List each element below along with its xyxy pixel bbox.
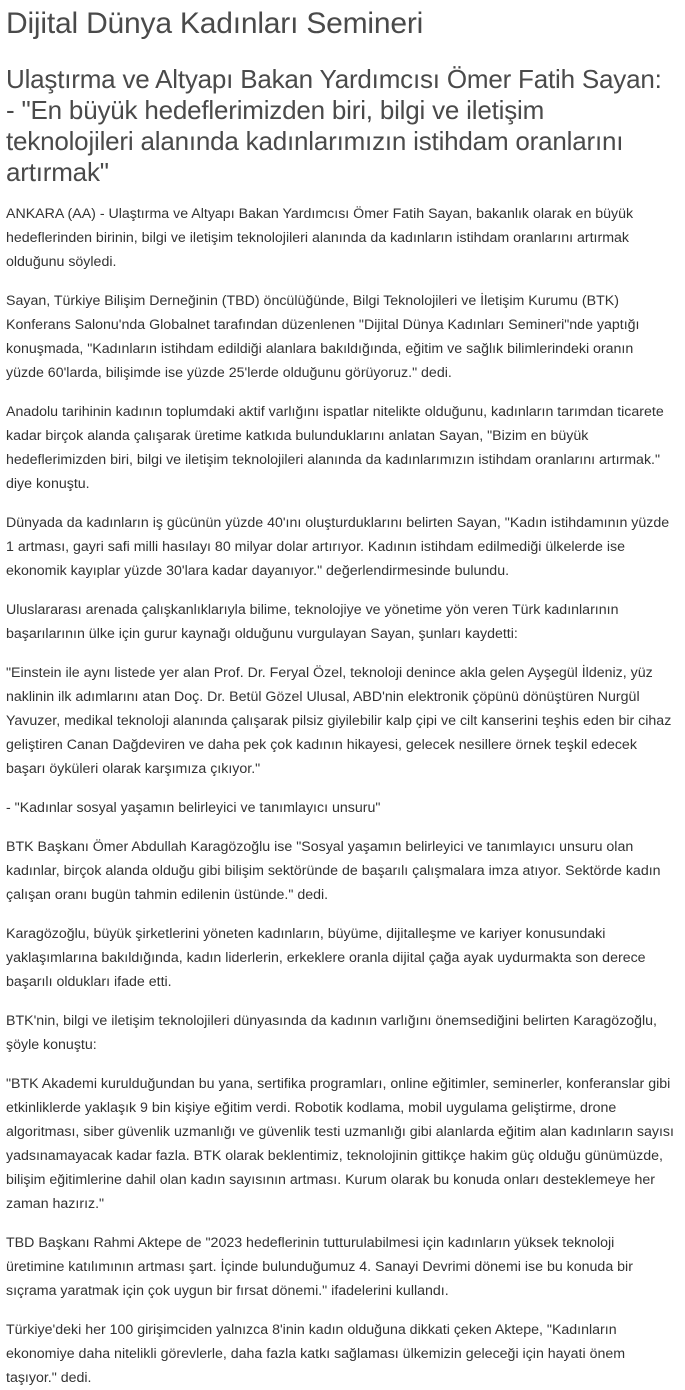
- paragraph: Sayan, Türkiye Bilişim Derneğinin (TBD) öncülüğünde, Bilgi Teknolojileri ve İletişim Kurumu (BTK) Konferans Salonu'nda Globalnet tarafından düzenlenen "Dijital Dünya Kadınları Semineri"nde yaptığı konuşmada, "Kadınların istihdam edildiği alanlara bakıldığında, eğitim ve sağlık bilimlerindeki oranın yüzde 60'larda, bilişimde ise yüzde 25'lerde olduğunu görüyoruz." dedi.: [6, 293, 640, 381]
- quote-paragraph: "Einstein ile aynı listede yer alan Prof. Dr. Feryal Özel, teknoloji denince akla gelen Ayşegül İldeniz, yüz naklinin ilk adımlarını atan Doç. Dr. Betül Gözel Ulusal, ABD'nin elektronik çöpünü dönüştüren Nurgül Yavuzer, medikal teknoloji alanında çalışarak pilsiz giyilebilir kalp çipi ve cilt kanserini teşhis eden bir cihaz geliştiren Canan Dağdeviren ve daha pek çok kadının hikayesi, gelecek nesillere örnek teşkil edecek başarı öyküleri olarak karşımıza çıkıyor.": [6, 665, 672, 777]
- paragraph: TBD Başkanı Rahmi Aktepe de "2023 hedeflerinin tutturulabilmesi için kadınların yüksek teknoloji üretimine katılımının artması şart. İçinde bulunduğumuz 4. Sanayi Devrimi dönemi ise bu konuda bir sıçrama yaratmak için çok uygun bir fırsat dönemi." ifadelerini kullandı.: [6, 1235, 633, 1299]
- paragraph: Uluslararası arenada çalışkanlıklarıyla bilime, teknolojiye ve yönetime yön veren Türk kadınlarının başarılarının ülke için gurur kaynağı olduğunu vurgulayan Sayan, şunları kaydetti:: [6, 602, 619, 642]
- article-body: [6, 202, 675, 1390]
- paragraph: BTK Başkanı Ömer Abdullah Karagözoğlu ise "Sosyal yaşamın belirleyici ve tanımlayıcı unsuru olan kadınlar, birçok alanda olduğu gibi bilişim sektöründe de başarılı çalışmalara imza atıyor. Sektörde kadın çalışan oranı bugün tahmin edilenin üstünde." dedi.: [6, 839, 661, 903]
- paragraph: Karagözoğlu, büyük şirketlerini yöneten kadınların, büyüme, dijitalleşme ve kariyer konusundaki yaklaşımlarına bakıldığında, kadın liderlerin, erkeklere oranla dijital çağa ayak uydurmakta son derece başarılı oldukları ifade etti.: [6, 926, 646, 990]
- subheading-paragraph: - "Kadınlar sosyal yaşamın belirleyici ve tanımlayıcı unsuru": [6, 800, 381, 816]
- paragraph: Dünyada da kadınların iş gücünün yüzde 40'ını oluşturduklarını belirten Sayan, "Kadın istihdamının yüzde 1 artması, gayri safi milli hasılayı 80 milyar dolar artırıyor. Kadının istihdam edilmediği ülkelerde ise ekonomik kayıplar yüzde 30'lara kadar dayanıyor." değerlendirmesinde bulundu.: [6, 515, 670, 579]
- article-headline: Ulaştırma ve Altyapı Bakan Yardımcısı Ömer Fatih Sayan: - "En büyük hedeflerimizden biri, bilgi ve iletişim teknolojileri alanında kadınlarımızın istihdam oranlarını artırmak": [6, 64, 662, 187]
- paragraph: Anadolu tarihinin kadının toplumdaki aktif varlığını ispatlar nitelikte olduğunu, kadınların tarımdan ticarete kadar birçok alanda çalışarak üretime katkıda bulunduklarını anlatan Sayan, "Bizim en büyük hedeflerimizden biri, bilgi ve iletişim teknolojileri alanında da kadınlarımızın istihdam oranlarını artırmak." diye konuştu.: [6, 404, 664, 492]
- paragraph: Türkiye'deki her 100 girişimciden yalnızca 8'inin kadın olduğuna dikkati çeken Aktepe, "Kadınların ekonomiye daha nitelikli görevlerle, daha fazla katkı sağlaması ülkemizin geleceği için hayati önem taşıyor." dedi.: [6, 1322, 626, 1386]
- quote-paragraph: "BTK Akademi kurulduğundan bu yana, sertifika programları, online eğitimler, seminerler, konferanslar gibi etkinliklerde yaklaşık 9 bin kişiye eğitim verdi. Robotik kodlama, mobil uygulama geliştirme, drone algoritması, siber güvenlik uzmanlığı ve güvenlik testi uzmanlığı gibi alanlarda eğitim alan kadınların sayısı yadsınamayacak kadar fazla. BTK olarak beklentimiz, teknolojinin gittikçe hakim güç olduğu günümüzde, bilişim eğitimlerine dahil olan kadın sayısının artması. Kurum olarak bu konuda onları desteklemeye her zaman hazırız.": [6, 1076, 674, 1212]
- page-title: Dijital Dünya Kadınları Semineri: [6, 7, 424, 40]
- paragraph: ANKARA (AA) - Ulaştırma ve Altyapı Bakan Yardımcısı Ömer Fatih Sayan, bakanlık olarak en büyük hedeflerinden birinin, bilgi ve iletişim teknolojileri alanında da kadınların istihdam oranlarını artırmak olduğunu söyledi.: [6, 206, 634, 270]
- paragraph: BTK'nin, bilgi ve iletişim teknolojileri dünyasında da kadının varlığını önemsediğini belirten Karagözoğlu, şöyle konuştu:: [6, 1013, 657, 1053]
